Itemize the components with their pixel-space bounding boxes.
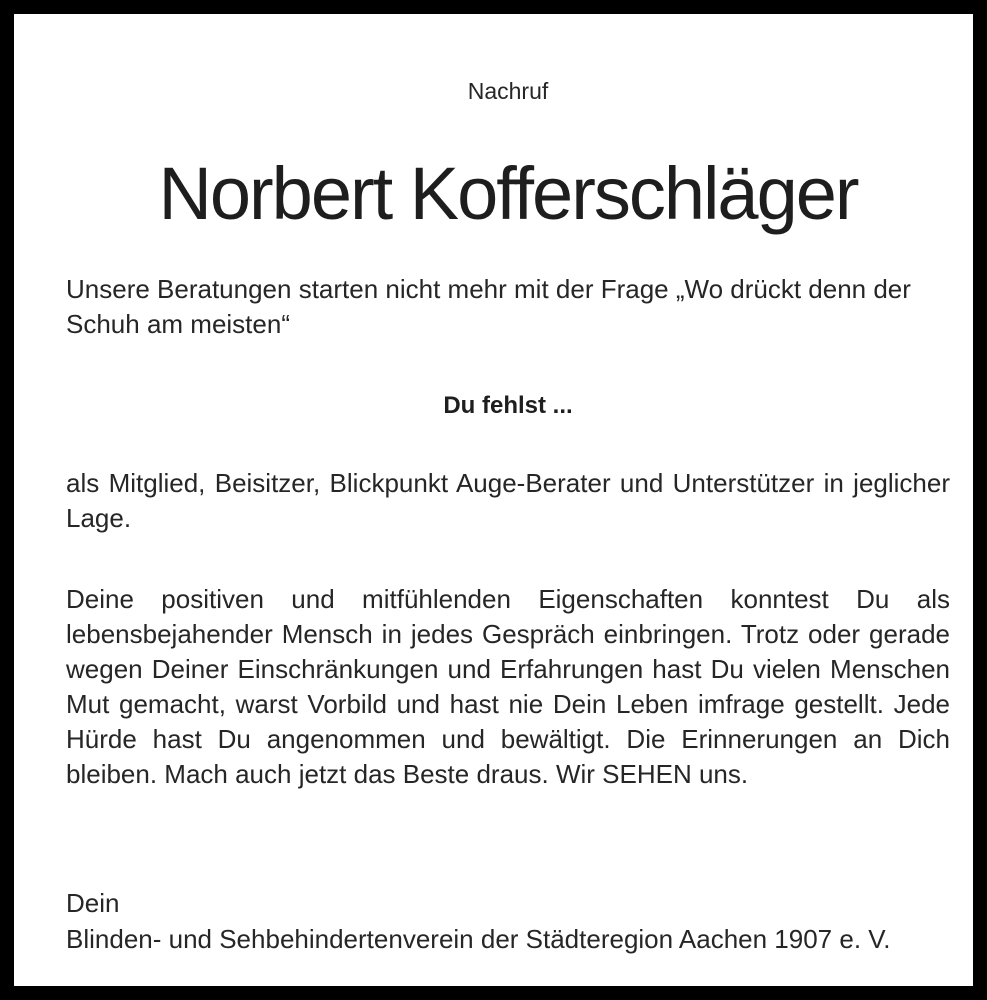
tribute-paragraph: Deine positiven und mitfühlenden Eigenschaften konntest Du als lebensbejahender Mensch in jedes Gespräch einbringen. Trotz oder gerade wegen Deiner Einschränkungen und Erfahrungen hast Du vielen Menschen Mut gemacht, warst Vorbild und hast nie Dein Leben imfrage gestellt. Jede Hürde hast Du angenommen und bewältigt. Die Erinnerungen an Dich bleiben. Mach auch jetzt das Beste draus. Wir SEHEN uns. xyxy=(66,584,950,789)
signature-greeting: Dein xyxy=(66,888,120,918)
deceased-name: Norbert Kofferschläger xyxy=(158,152,858,235)
signature-organization: Blinden- und Sehbehindertenverein der Städteregion Aachen 1907 e. V. xyxy=(66,924,891,954)
role-paragraph: als Mitglied, Beisitzer, Blickpunkt Auge-Berater und Unterstützer in jeglicher Lage. xyxy=(66,468,950,533)
signature-block xyxy=(66,885,950,957)
intro-paragraph: Unsere Beratungen starten nicht mehr mit der Frage „Wo drückt denn der Schuh am meisten“ xyxy=(66,274,911,339)
notice-kicker: Nachruf xyxy=(467,78,549,104)
section-heading: Du fehlst ... xyxy=(443,392,573,419)
